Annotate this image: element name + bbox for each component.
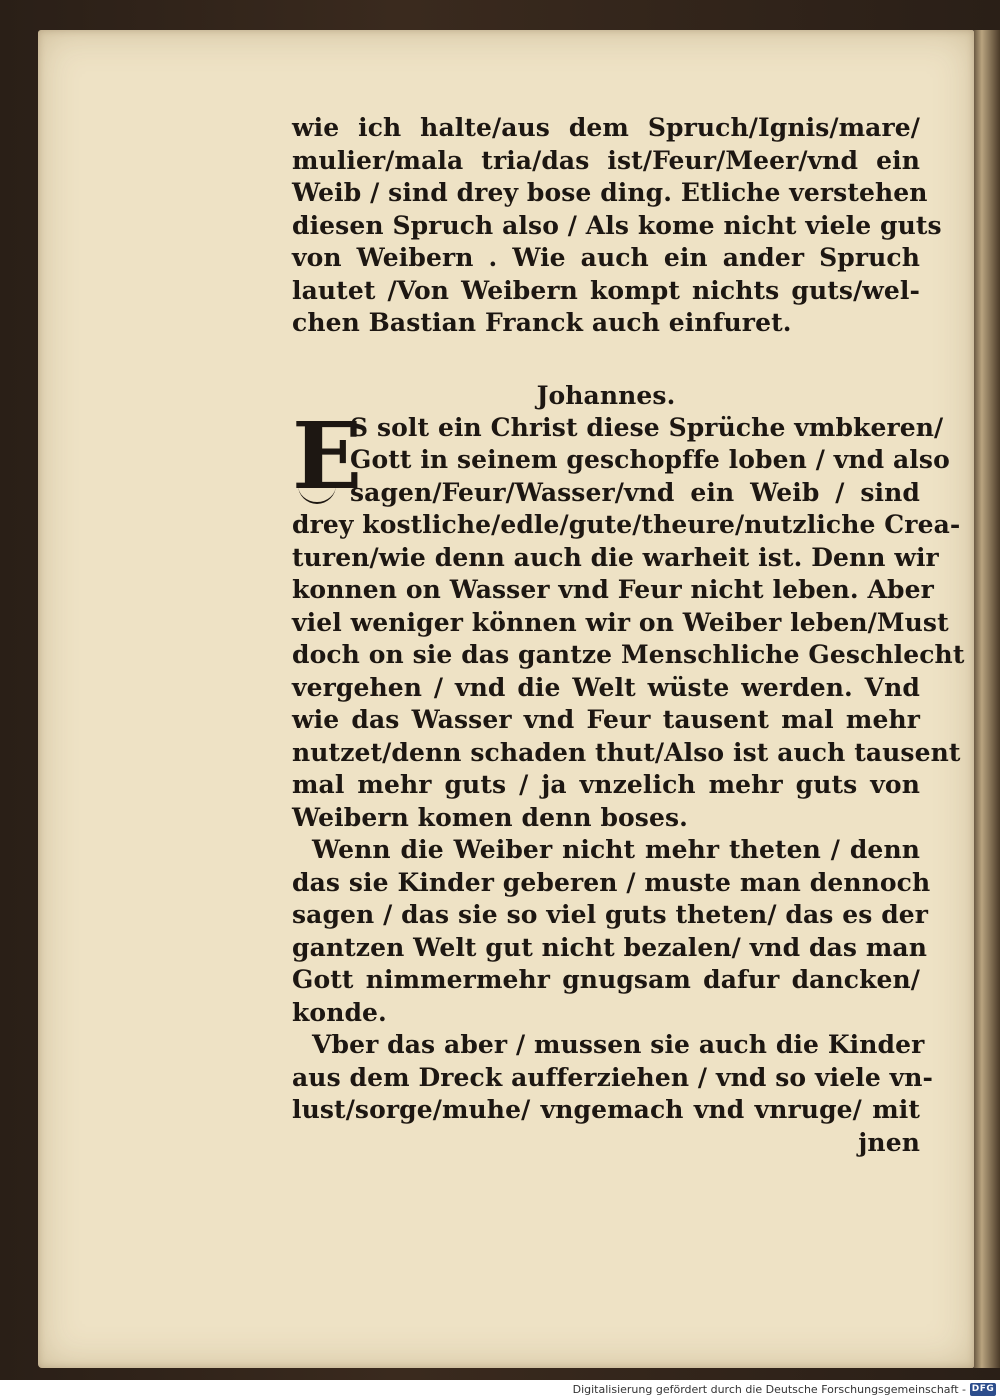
text-line: sagen/Feur/Wasser/vnd ein Weib / sind	[350, 477, 920, 507]
text-line: Weibern komen denn boses.	[292, 802, 688, 832]
text-line: wie das Wasser vnd Feur tausent mal mehr	[292, 705, 920, 734]
page-text	[292, 112, 965, 1159]
text-line: mulier/mala tria/das ist/Feur/Meer/vnd ein	[292, 145, 920, 175]
drop-capital: E	[292, 401, 363, 510]
digitization-footer	[0, 1380, 1000, 1400]
section-heading: Johannes.	[536, 380, 676, 410]
text-line: aus dem Dreck aufferziehen / vnd so viele vn-	[292, 1062, 934, 1092]
text-line: Vber das aber / mussen sie auch die Kinder	[312, 1030, 925, 1059]
text-line: lust/sorge/muhe/ vngemach vnd vnruge/ mit	[292, 1095, 920, 1124]
text-line: lautet /Von Weibern kompt nichts guts/wel-	[292, 275, 920, 305]
catchword: jnen	[858, 1127, 920, 1157]
text-line: chen Bastian Franck auch einfuret.	[292, 308, 792, 337]
text-line: Wenn die Weiber nicht mehr theten / denn	[312, 835, 920, 864]
next-page-edge	[974, 30, 1000, 1368]
text-line: sagen / das sie so viel guts theten/ das es der	[292, 900, 929, 929]
text-line: viel weniger können wir on Weiber leben/Must	[292, 607, 949, 637]
text-line: doch on sie das gantze Menschliche Geschlecht	[292, 640, 965, 669]
drop-cap-paragraph	[292, 401, 950, 510]
funding-notice: Digitalisierung gefördert durch die Deutsche Forschungsgemeinschaft -	[572, 1383, 966, 1396]
text-line: S solt ein Christ diese Sprüche vmbkeren/	[350, 412, 944, 442]
text-line: das sie Kinder geberen / muste man dennoch	[292, 867, 931, 897]
text-line: gantzen Welt gut nicht bezalen/ vnd das man	[292, 932, 927, 962]
text-line: nutzet/denn schaden thut/Also ist auch tausent	[292, 737, 961, 767]
text-line: vergehen / vnd die Welt wüste werden. Vnd	[292, 672, 920, 702]
text-line: Gott nimmermehr gnugsam dafur dancken/	[292, 965, 920, 994]
text-line: von Weibern . Wie auch ein ander Spruch	[292, 243, 920, 272]
text-line: wie ich halte/aus dem Spruch/Ignis/mare/	[292, 113, 920, 142]
text-line: diesen Spruch also / Als kome nicht viele guts	[292, 210, 942, 240]
text-line: mal mehr guts / ja vnzelich mehr guts von	[292, 770, 920, 799]
text-line: turen/wie denn auch die warheit ist. Denn wir	[292, 542, 939, 572]
text-line: konde.	[292, 997, 387, 1027]
text-line: drey kostliche/edle/gute/theure/nutzliche Crea-	[292, 510, 961, 539]
text-line: konnen on Wasser vnd Feur nicht leben. Aber	[292, 575, 934, 604]
dfg-logo: DFG	[971, 1384, 995, 1394]
text-line: Gott in seinem geschopffe loben / vnd also	[350, 445, 950, 474]
text-line: Weib / sind drey bose ding. Etliche verstehen	[292, 178, 928, 207]
